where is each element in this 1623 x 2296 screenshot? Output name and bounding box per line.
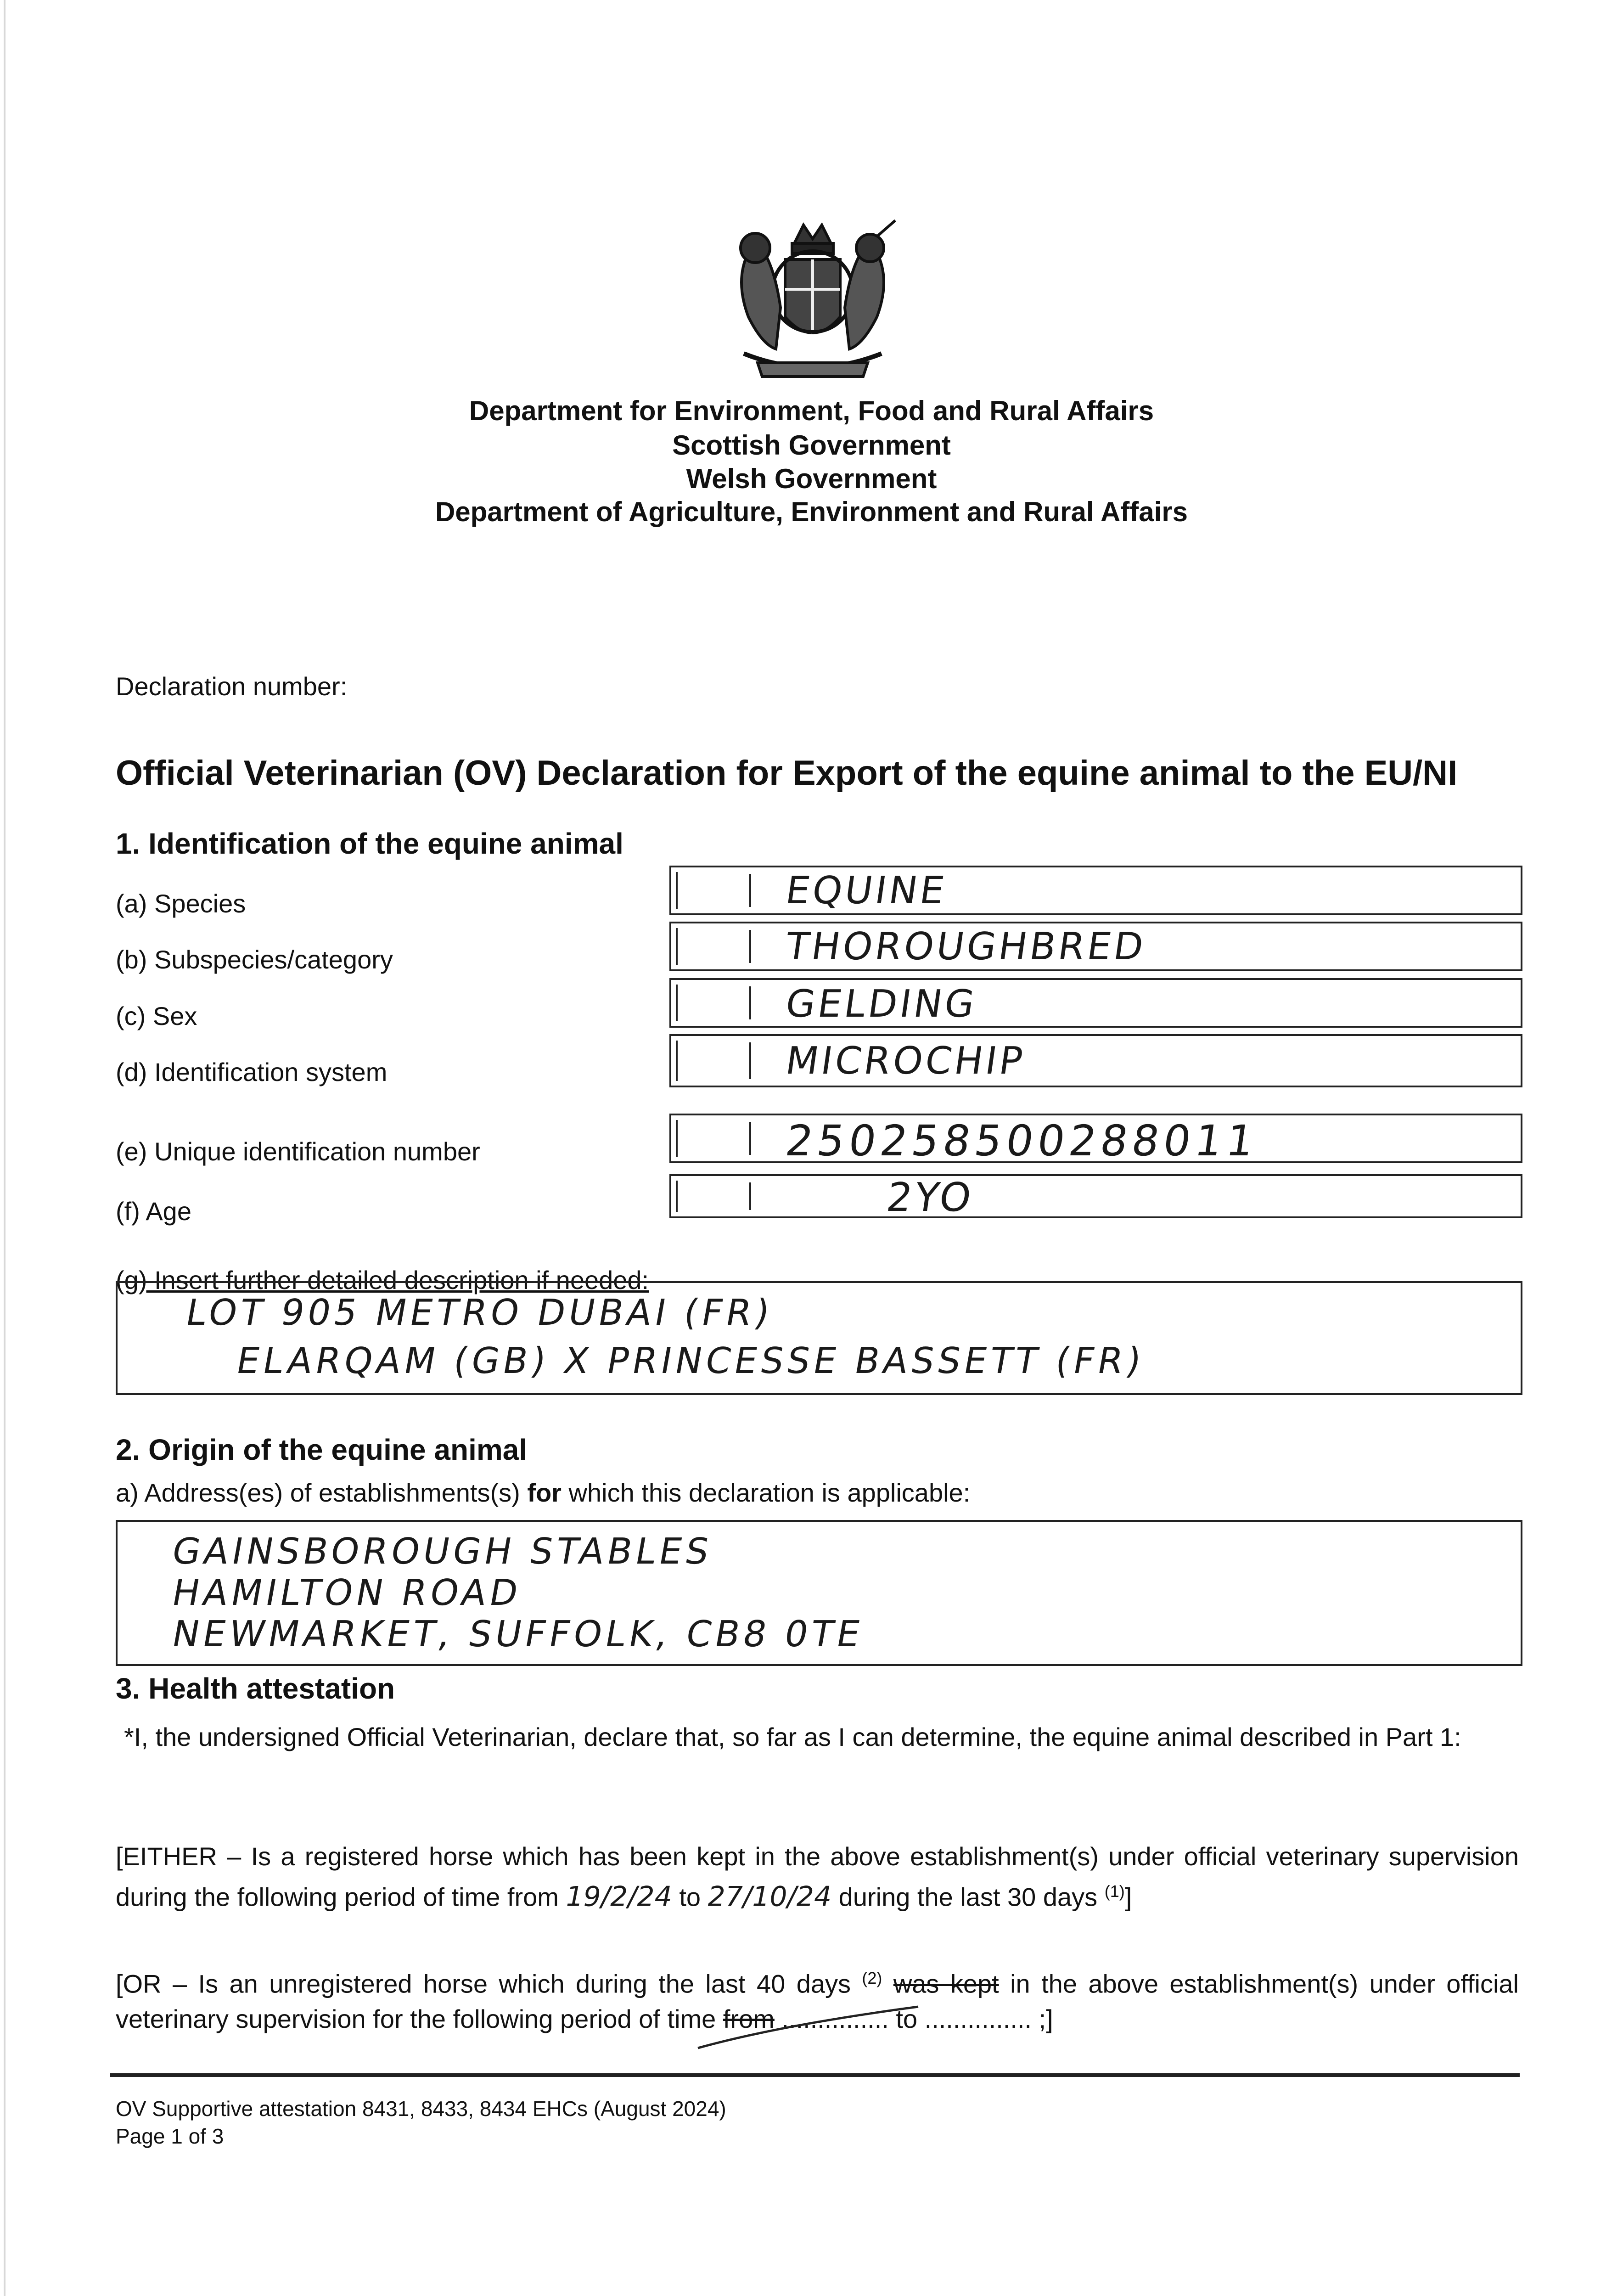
department-welsh-government: Welsh Government [686, 463, 937, 494]
subspecies-label: (b) Subspecies/category [116, 945, 393, 974]
species-field[interactable] [669, 866, 1522, 915]
struck-from: from [723, 2004, 775, 2033]
section-3-heading: 3. Health attestation [116, 1672, 395, 1705]
address-line-2: HAMILTON ROAD [169, 1572, 525, 1614]
further-description-box[interactable] [116, 1281, 1522, 1395]
declaration-number-label: Declaration number: [116, 672, 348, 701]
royal-coat-of-arms-icon [716, 216, 909, 390]
unique-id-field[interactable] [669, 1114, 1522, 1163]
further-description-line-1: LOT 905 METRO DUBAI (FR) [183, 1292, 776, 1334]
either-from-date: 19/2/24 [566, 1880, 672, 1913]
sex-label: (c) Sex [116, 1002, 197, 1030]
section-1-heading: 1. Identification of the equine animal [116, 827, 623, 860]
further-description-line-2: ELARQAM (GB) X PRINCESSE BASSETT (FR) [233, 1340, 1148, 1382]
department-scottish-government: Scottish Government [672, 430, 951, 461]
struck-was-kept: was kept [893, 1969, 999, 1998]
footer-rule [110, 2073, 1520, 2077]
subspecies-value: THOROUGHBRED [783, 925, 1149, 968]
section-2-heading: 2. Origin of the equine animal [116, 1433, 528, 1466]
or-clause: [OR – Is an unregistered horse which during the last 40 days $^{(2)}$ was kept in the above establishment(s) under official veterinary supervision for the following period of time from ............... to ............... ;] [116, 1969, 1519, 2033]
address-box[interactable] [116, 1520, 1522, 1666]
address-line-3: NEWMARKET, SUFFOLK, CB8 0TE [169, 1614, 867, 1655]
address-label: a) Address(es) of establishments(s) for which this declaration is applicable: [116, 1478, 971, 1507]
further-description-label: (g) Insert further detailed description if needed: [116, 1266, 649, 1294]
identification-system-field[interactable] [669, 1034, 1522, 1087]
scan-edge [4, 0, 6, 2296]
address-line-1: GAINSBOROUGH STABLES [169, 1531, 716, 1572]
identification-system-label: (d) Identification system [116, 1058, 387, 1086]
page-title: Official Veterinarian (OV) Declaration for Export of the equine animal to the EU/NI [116, 754, 1458, 793]
species-value: EQUINE [783, 869, 950, 912]
unique-id-label: (e) Unique identification number [116, 1137, 480, 1166]
department-defra: Department for Environment, Food and Rural Affairs [469, 395, 1154, 426]
health-intro: *I, the undersigned Official Veterinarian, declare that, so far as I can determine, the equine animal described in Part 1: [124, 1722, 1461, 1751]
department-daera: Department of Agriculture, Environment and Rural Affairs [435, 496, 1188, 527]
footer-page-number: Page 1 of 3 [116, 2124, 224, 2148]
identification-system-value: MICROCHIP [783, 1039, 1028, 1083]
pen-strike-mark [689, 1993, 927, 2057]
either-to-date: 27/10/24 [708, 1880, 832, 1913]
subspecies-field[interactable] [669, 922, 1522, 971]
either-clause: [EITHER – Is a registered horse which has been kept in the above establishment(s) under official veterinary supervision during the following period of time from 19/2/24 to 27/10/24 during the last 30 days $^{(1)}$] [116, 1842, 1519, 1913]
unique-id-value: 250258500288011 [782, 1116, 1262, 1165]
age-value: 2YO [883, 1175, 977, 1221]
species-label: (a) Species [116, 889, 246, 918]
sex-value: GELDING [783, 982, 980, 1026]
sex-field[interactable] [669, 978, 1522, 1028]
footer-attestation: OV Supportive attestation 8431, 8433, 8434 EHCs (August 2024) [116, 2097, 726, 2121]
age-label: (f) Age [116, 1197, 191, 1226]
age-field[interactable] [669, 1174, 1522, 1221]
